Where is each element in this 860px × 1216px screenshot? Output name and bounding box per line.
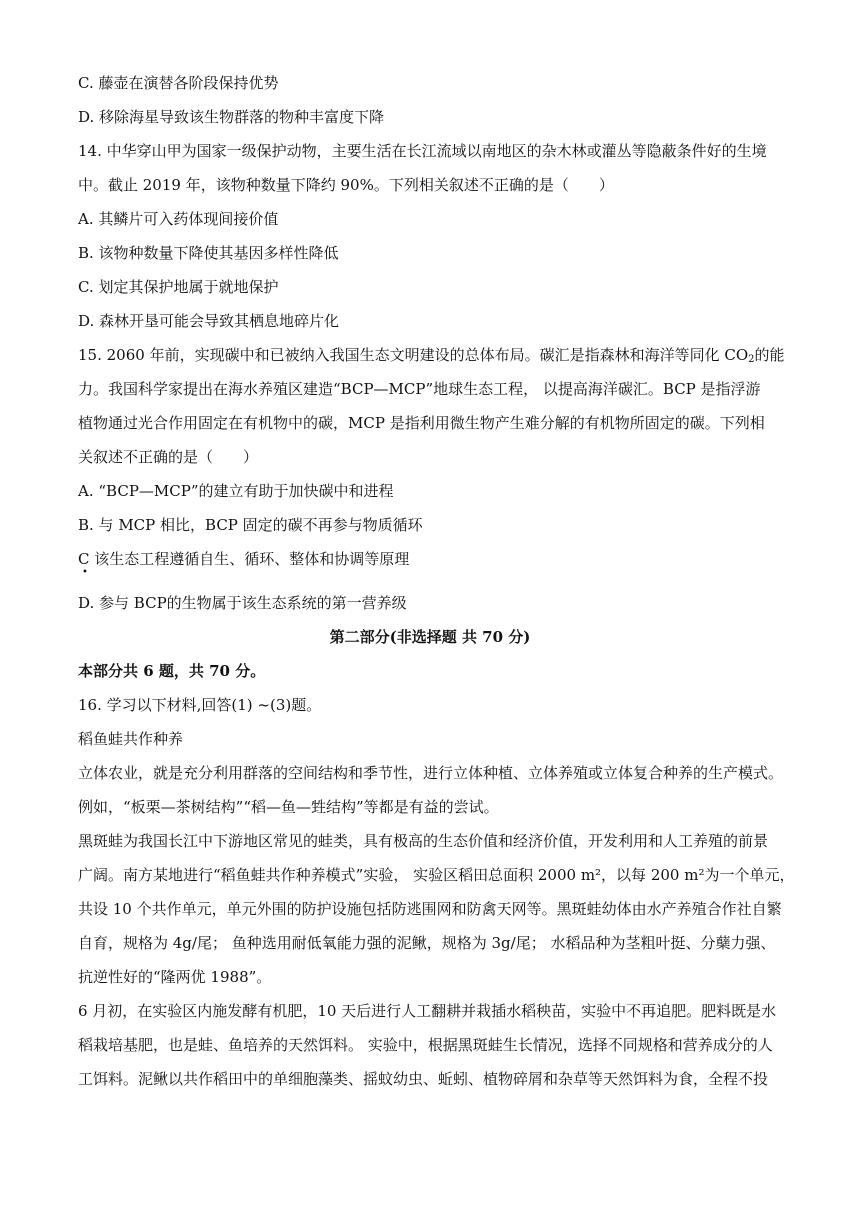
q15-option-b: B. 与 MCP 相比，BCP 固定的碳不再参与物质循环	[78, 516, 423, 534]
part2-intro: 本部分共 6 题，共 70 分。	[78, 662, 266, 680]
q16-para2-line2: 广阔。南方某地进行“稻鱼蛙共作种养模式”实验， 实验区稻田总面积 2000 m²，以每 200 m²为一个单元，	[78, 866, 795, 884]
q13-option-d: D. 移除海星导致该生物群落的物种丰富度下降	[78, 108, 385, 126]
q16-para2-line1: 黑斑蛙为我国长江中下游地区常见的蛙类，具有极高的生态价值和经济价值，开发利用和人工养殖的前景	[78, 832, 769, 850]
q13-option-c: C. 藤壶在演替各阶段保持优势	[78, 74, 279, 92]
q16-para2-line3: 共设 10 个共作单元，单元外围的防护设施包括防逃围网和防禽天网等。黑斑蛙幼体由水产养殖合作社自繁	[78, 900, 782, 918]
q14-stem-line1: 14. 中华穿山甲为国家一级保护动物，主要生活在长江流域以南地区的杂木林或灌丛等隐蔽条件好的生境	[78, 142, 767, 160]
q15-stem-line2: 力。我国科学家提出在海水养殖区建造“BCP—MCP”地球生态工程， 以提高海洋碳汇。BCP 是指浮游	[78, 380, 761, 398]
q15-option-a: A. “BCP—MCP”的建立有助于加快碳中和进程	[78, 482, 394, 500]
q14-option-c: C. 划定其保护地属于就地保护	[78, 278, 279, 296]
q16-para2-line4: 自育，规格为 4g/尾； 鱼种选用耐低氧能力强的泥鳅，规格为 3g/尾； 水稻品种为茎粗叶挺、分蘖力强、	[78, 934, 776, 952]
co2-subscript: 2	[748, 354, 755, 365]
q15-option-c: C 该生态工程遵循自生、循环、整体和协调等原理	[78, 550, 410, 568]
part2-title: 第二部分(非选择题 共 70 分)	[329, 628, 531, 646]
q16-para1-line2: 例如，“板栗—茶树结构”“稻—鱼—甡结构”等都是有益的尝试。	[78, 798, 499, 816]
q16-material-heading: 稻鱼蛙共作种养	[78, 730, 184, 748]
q15-option-d: D. 参与 BCP的生物属于该生态系统的第一营养级	[78, 594, 407, 612]
q16-para3-line2: 稻栽培基肥，也是蛙、鱼培养的天然饵料。 实验中，根据黑斑蛙生长情况，选择不同规格和营养成分的人	[78, 1036, 773, 1054]
q15-stem-line1-tail: 的能	[754, 346, 785, 364]
q16-para3-line1: 6 月初，在实验区内施发酵有机肥，10 天后进行人工翻耕并栽插水稻秧苗，实验中不再追肥。肥料既是水	[78, 1002, 777, 1020]
q14-option-a: A. 其鳞片可入药体现间接价值	[78, 210, 279, 228]
q15-stem-line1	[78, 345, 785, 365]
q15-stem-line1-text: 15. 2060 年前，实现碳中和已被纳入我国生态文明建设的总体布局。碳汇是指森林和海洋等同化 CO	[78, 346, 749, 364]
q16-para1-line1: 立体农业，就是充分利用群落的空间结构和季节性，进行立体种植、立体养殖或立体复合种养的生产模式。	[78, 764, 784, 782]
q16-para2-line5: 抗逆性好的“隆两优 1988”。	[78, 968, 272, 986]
q16-para3-line3: 工饵料。泥鳅以共作稻田中的单细胞藻类、摇蚊幼虫、蚯蚓、植物碎屑和杂草等天然饵料为食，全程不投	[78, 1070, 769, 1088]
q14-stem-line2: 中。截止 2019 年，该物种数量下降约 90%。下列相关叙述不正确的是（ ）	[78, 176, 614, 194]
q14-option-d: D. 森林开垦可能会导致其栖息地碎片化	[78, 312, 340, 330]
q16-stem: 16. 学习以下材料,回答(1) ~(3)题。	[78, 696, 322, 714]
q14-option-b: B. 该物种数量下降使其基因多样性降低	[78, 244, 339, 262]
q15-stem-line3: 植物通过光合作用固定在有机物中的碳，MCP 是指利用微生物产生难分解的有机物所固定的碳。下列相	[78, 414, 765, 432]
option-c-dot-mark: •	[82, 567, 88, 578]
q15-stem-line4: 关叙述不正确的是（ ）	[78, 448, 259, 466]
